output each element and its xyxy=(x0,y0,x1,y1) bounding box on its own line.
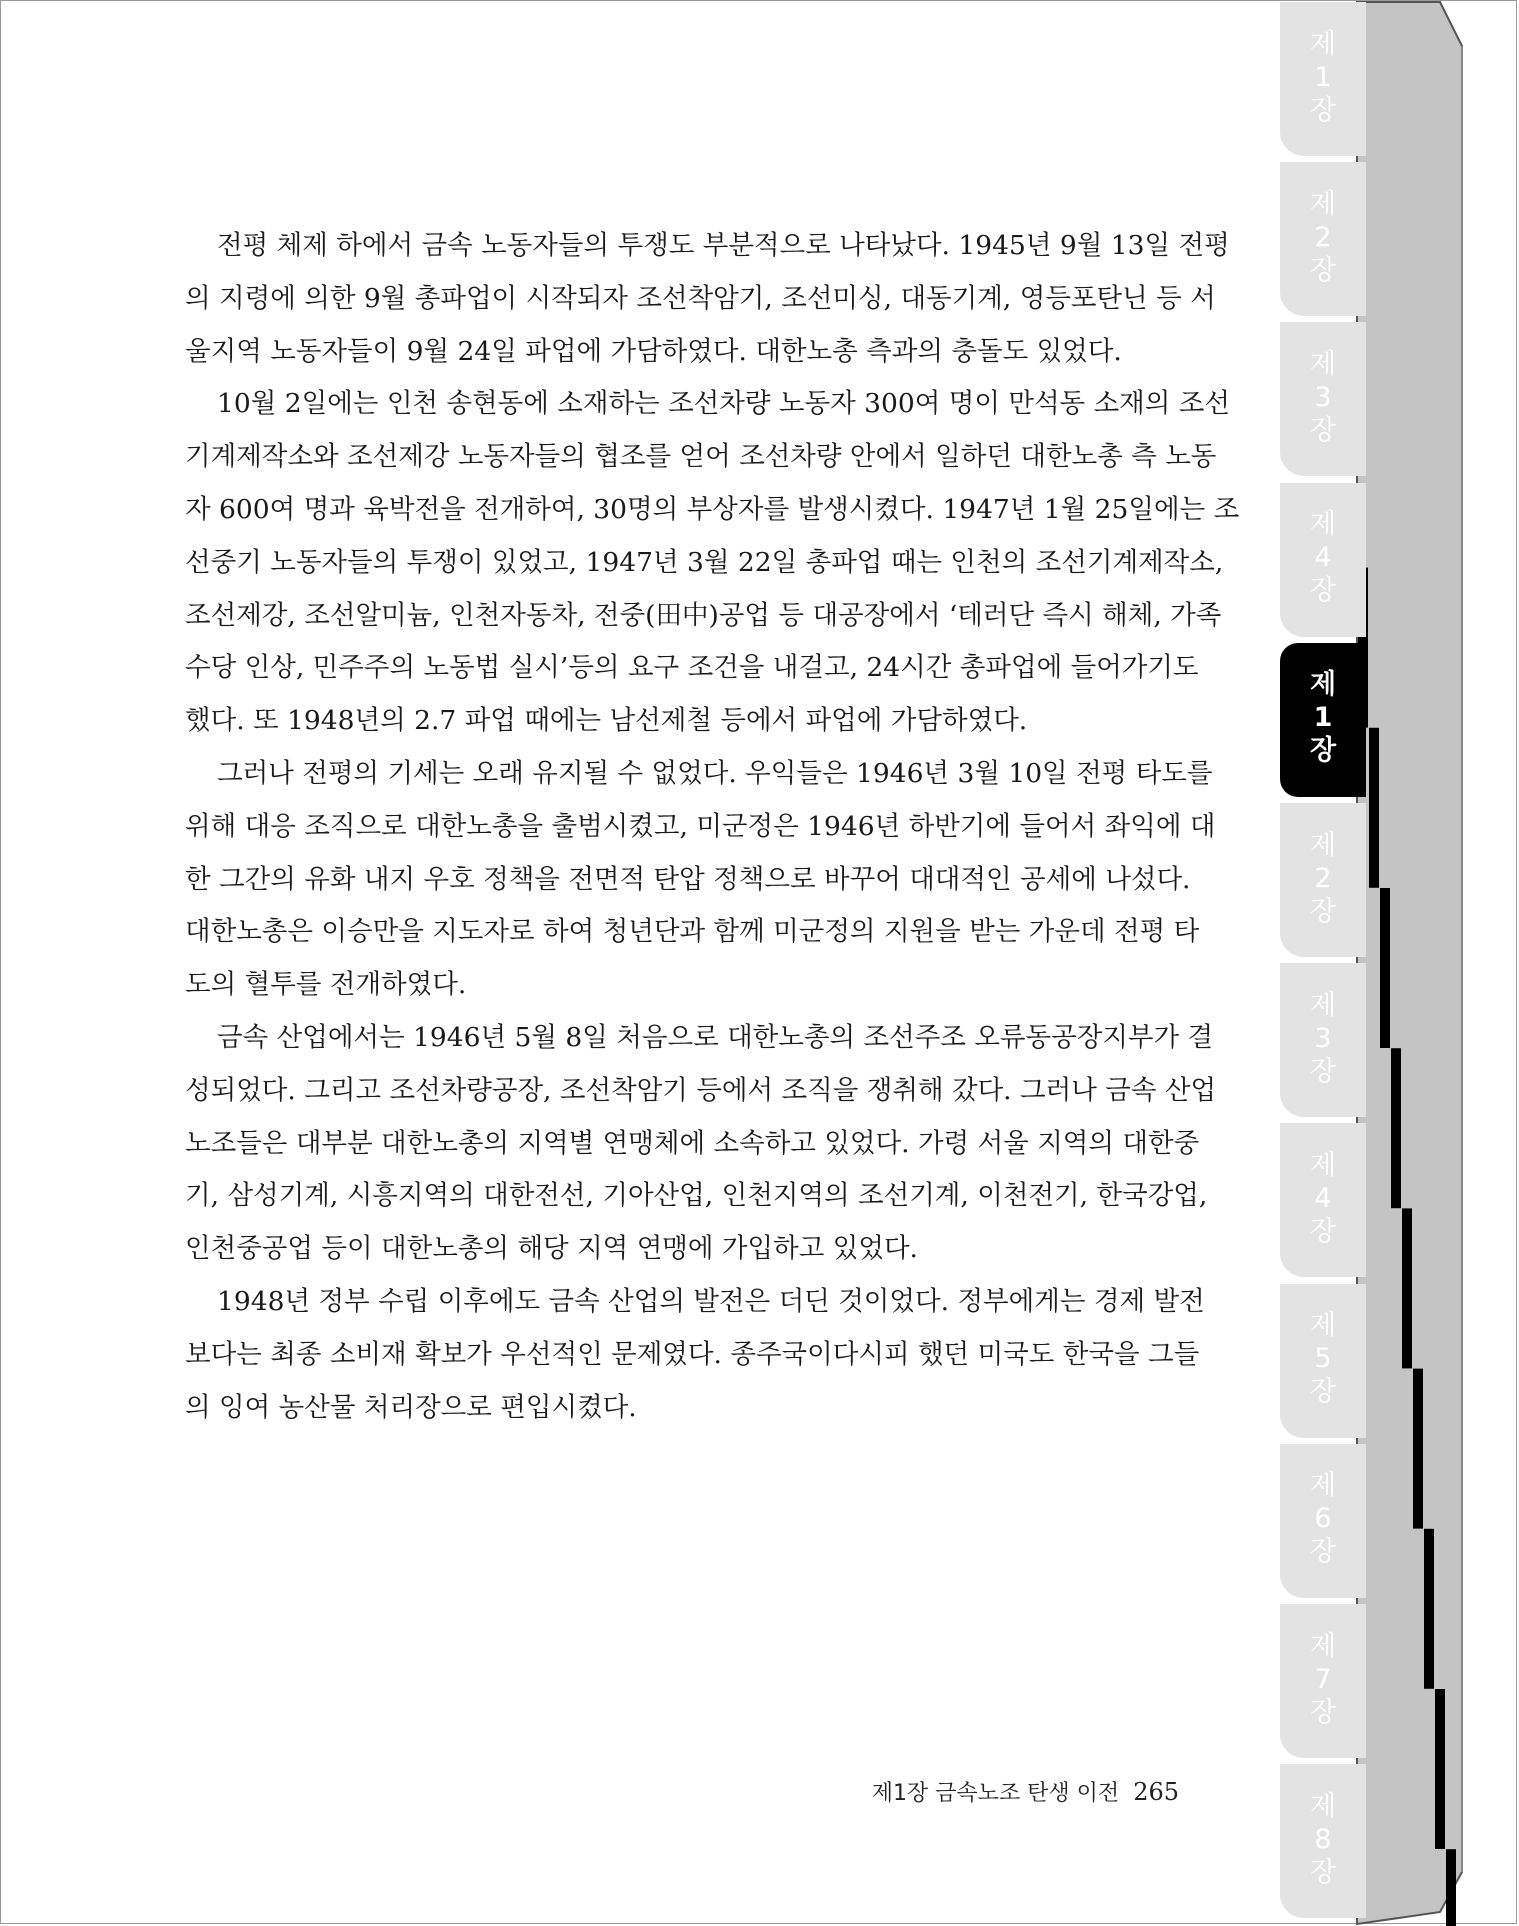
chapter-tab-char: 장 xyxy=(1309,1856,1337,1888)
chapter-tab[interactable] xyxy=(1280,963,1366,1117)
text-line: 조선제강, 조선알미늄, 인천자동차, 전중(田中)공업 등 대공장에서 ‘테러단 즉시 해체, 가족 xyxy=(185,599,1222,631)
text-line: 울지역 노동자들이 9월 24일 파업에 가담하였다. 대한노총 측과의 충돌도 있었다. xyxy=(185,335,1122,367)
chapter-tab-char: 1 xyxy=(1314,61,1332,93)
chapter-tab-char: 제 xyxy=(1309,509,1337,541)
chapter-tab-char: 장 xyxy=(1309,1215,1337,1247)
chapter-tab-char: 제 xyxy=(1309,1470,1337,1502)
chapter-tab-char: 제 xyxy=(1309,1149,1337,1181)
text-line: 1948년 정부 수립 이후에도 금속 산업의 발전은 더딘 것이었다. 정부에게는 경제 발전 xyxy=(217,1285,1205,1317)
text-line: 성되었다. 그리고 조선차량공장, 조선착암기 등에서 조직을 쟁취해 갔다. 그러나 금속 산업 xyxy=(185,1074,1217,1106)
chapter-tab[interactable] xyxy=(1280,162,1366,316)
text-line: 한 그간의 유화 내지 우호 정책을 전면적 탄압 정책으로 바꾸어 대대적인 공세에 나섰다. xyxy=(185,863,1191,895)
chapter-tab[interactable] xyxy=(1280,483,1366,637)
chapter-tab-char: 3 xyxy=(1314,1022,1332,1054)
chapter-tab-char: 제 xyxy=(1309,348,1337,380)
chapter-tab-char: 장 xyxy=(1309,895,1337,927)
text-line: 전평 체제 하에서 금속 노동자들의 투쟁도 부분적으로 나타났다. 1945년 9월 13일 전평 xyxy=(217,230,1230,261)
chapter-tab-char: 장 xyxy=(1309,94,1337,126)
text-line: 금속 산업에서는 1946년 5월 8일 처음으로 대한노총의 조선주조 오류동공장지부가 결 xyxy=(217,1021,1214,1053)
chapter-tab[interactable] xyxy=(1280,1444,1366,1598)
chapter-tab-char: 5 xyxy=(1314,1343,1332,1375)
text-line: 자 600여 명과 육박전을 전개하여, 30명의 부상자를 발생시켰다. 1947년 1월 25일에는 조 xyxy=(185,493,1240,525)
chapter-tab-char: 제 xyxy=(1309,989,1337,1021)
text-line: 선중기 노동자들의 투쟁이 있었고, 1947년 3월 22일 총파업 때는 인천의 조선기계제작소, xyxy=(185,546,1224,578)
chapter-tab-char: 4 xyxy=(1314,1182,1332,1214)
text-line: 보다는 최종 소비재 확보가 우선적인 문제였다. 종주국이다시피 했던 미국도 한국을 그들 xyxy=(185,1338,1200,1370)
chapter-tab-char: 장 xyxy=(1309,414,1337,446)
chapter-tab-char: 장 xyxy=(1309,1376,1337,1408)
text-line: 했다. 또 1948년의 2.7 파업 때에는 남선제철 등에서 파업에 가담하였다. xyxy=(185,705,1028,737)
chapter-tab-char: 8 xyxy=(1314,1823,1332,1855)
chapter-tab-char: 장 xyxy=(1309,1055,1337,1087)
chapter-tab-char: 제 xyxy=(1309,28,1337,60)
chapter-tab-char: 제 xyxy=(1309,1310,1337,1342)
chapter-tab-active[interactable] xyxy=(1280,643,1366,797)
chapter-tab[interactable] xyxy=(1280,1764,1366,1918)
page-footer xyxy=(872,1776,1179,1807)
chapter-tab-char: 4 xyxy=(1314,542,1332,574)
chapter-tab-char: 장 xyxy=(1309,735,1337,767)
chapter-tab-char: 제 xyxy=(1309,1630,1337,1662)
text-line: 도의 혈투를 전개하였다. xyxy=(185,969,467,1001)
chapter-tab-char: 장 xyxy=(1309,575,1337,607)
page-number: 265 xyxy=(1133,1778,1179,1806)
text-line: 의 지령에 의한 9월 총파업이 시작되자 조선착암기, 조선미싱, 대동기계, 영등포탄닌 등 서 xyxy=(185,282,1216,314)
text-line: 대한노총은 이승만을 지도자로 하여 청년단과 함께 미군정의 지원을 받는 가운데 전평 타 xyxy=(185,916,1200,948)
chapter-tab-char: 제 xyxy=(1309,1790,1337,1822)
chapter-tab-char: 제 xyxy=(1309,188,1337,220)
text-line: 그러나 전평의 기세는 오래 유지될 수 없었다. 우익들은 1946년 3월 10일 전평 타도를 xyxy=(217,757,1213,789)
chapter-tab-char: 장 xyxy=(1309,1696,1337,1728)
chapter-tab[interactable] xyxy=(1280,1604,1366,1758)
chapter-tab-char: 2 xyxy=(1314,221,1332,253)
chapter-tab-char: 제 xyxy=(1309,669,1337,701)
text-line: 기, 삼성기계, 시흥지역의 대한전선, 기아산업, 인천지역의 조선기계, 이천전기, 한국강업, xyxy=(185,1180,1208,1212)
running-title: 제1장 금속노조 탄생 이전 xyxy=(871,1781,1120,1806)
chapter-tab-char: 7 xyxy=(1314,1663,1332,1695)
chapter-tab-char: 6 xyxy=(1314,1503,1332,1535)
text-line: 의 잉여 농산물 처리장으로 편입시켰다. xyxy=(185,1391,637,1423)
chapter-tab-char: 1 xyxy=(1313,702,1333,734)
chapter-tab[interactable] xyxy=(1280,1123,1366,1277)
chapter-tab-char: 3 xyxy=(1314,381,1332,413)
chapter-tab-char: 장 xyxy=(1309,1536,1337,1568)
chapter-tab-char: 제 xyxy=(1309,829,1337,861)
chapter-tab[interactable] xyxy=(1280,322,1366,476)
chapter-tab[interactable] xyxy=(1280,803,1366,957)
text-line: 위해 대응 조직으로 대한노총을 출범시켰고, 미군정은 1946년 하반기에 들어서 좌익에 대 xyxy=(185,810,1216,842)
chapter-tab[interactable] xyxy=(1280,1284,1366,1438)
body-text xyxy=(185,220,1240,1434)
text-line: 수당 인상, 민주주의 노동법 실시’등의 요구 조건을 내걸고, 24시간 총파업에 들어가기도 xyxy=(185,652,1199,684)
text-line: 인천중공업 등이 대한노총의 해당 지역 연맹에 가입하고 있었다. xyxy=(185,1233,918,1265)
chapter-tab-char: 2 xyxy=(1314,862,1332,894)
text-line: 10월 2일에는 인천 송현동에 소재하는 조선차량 노동자 300여 명이 만석동 소재의 조선 xyxy=(217,388,1230,420)
chapter-tab-char: 장 xyxy=(1309,254,1337,286)
text-line: 노조들은 대부분 대한노총의 지역별 연맹체에 소속하고 있었다. 가령 서울 지역의 대한중 xyxy=(185,1127,1200,1159)
text-line: 기계제작소와 조선제강 노동자들의 협조를 얻어 조선차량 안에서 일하던 대한노총 측 노동 xyxy=(185,441,1217,473)
chapter-tab[interactable] xyxy=(1280,2,1366,156)
